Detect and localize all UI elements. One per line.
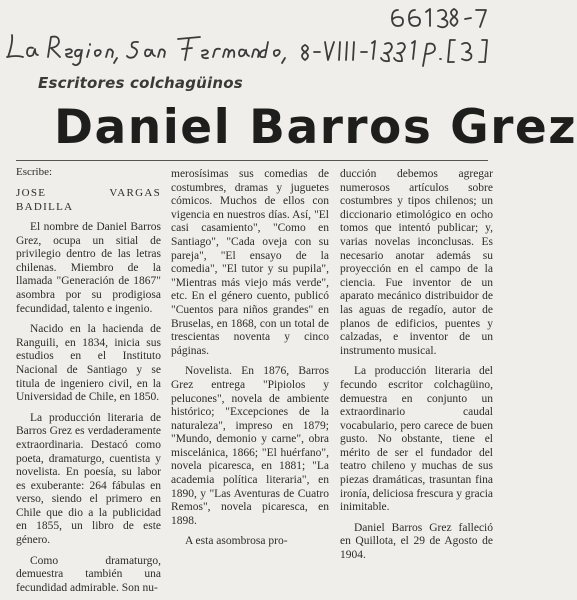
paragraph: El nombre de Daniel Barros Grez, ocupa un sitial de privilegio dentro de las letras chilenas. Miembro de la llamada "Generación de 1867" asombra por su prodigiosa fecundidad, talento e ingenio. bbox=[16, 221, 161, 315]
paragraph: Daniel Barros Grez falleció en Quillota, el 29 de Agosto de 1904. bbox=[340, 521, 493, 562]
headline-rule bbox=[16, 160, 488, 161]
paragraph: Como dramaturgo, demuestra también una fecundidad admirable. Son nu- bbox=[16, 554, 161, 594]
paragraph: ducción debemos agregar numerosos artículos sobre costumbres y tipos chilenos; un diccionario etimológico en ocho tomos que intentó publicar; y, varias novelas inconclusas. Es necesario anotar además su proyección en el campo de la ciencia. Fue inventor de un aparato mecánico distribuidor de las aguas de regadío, autor de planos de edificios, puentes y calzadas, e inventor de un instrumento musical. bbox=[340, 168, 493, 357]
byline-label: Escribe: bbox=[16, 166, 53, 178]
paragraph: La producción literaria de Barros Grez es verdaderamente extraordinaria. Destacó como poeta, dramaturgo, cuentista y novelista. En poesía, su labor es exuberante: 264 fábulas en verso, siendo el primero en Chile que dio a la publicidad en 1855, un libro de este género. bbox=[16, 411, 161, 547]
handwritten-source-note bbox=[7, 35, 415, 65]
article-column-1 bbox=[16, 166, 161, 595]
paragraph: La producción literaria del fecundo escritor colchagüino, demuestra en conjunto un extraordinario caudal vocabulario, pero carece de buen gusto. No obstante, tiene el mérito de ser el fundador del teatro chileno y muchas de sus piezas dramáticas, trasuntan fina ironía, deliciosa frescura y gracia inimitable. bbox=[340, 365, 493, 514]
byline-author: JOSE VARGAS BADILLA bbox=[16, 187, 161, 213]
section-title: Escritores colchagüinos bbox=[38, 74, 243, 92]
handwritten-page-note bbox=[423, 40, 487, 66]
paragraph: merosísimas sus comedias de costumbres, dramas y juguetes cómicos. Muchos de ellos con vigencia en nuestros días. Así, "El casi casamiento", "Como en Santiago", "Cada oveja con su pareja", "El ensayo de la comedia", "El tutor y su pupila", "Mientras más viejo más verde", etc. En el género cuento, publicó "Cuentos para niños grandes" en Bruselas, en 1868, con un total de trescientas noventa y cinco páginas. bbox=[171, 168, 329, 357]
handwritten-annotation bbox=[0, 0, 501, 80]
headline: Daniel Barros Grez bbox=[54, 100, 577, 155]
article-column-3 bbox=[340, 168, 493, 563]
article-column-2 bbox=[171, 168, 329, 549]
handwritten-catalog-number bbox=[392, 9, 486, 27]
paragraph: A esta asombrosa pro- bbox=[185, 535, 288, 548]
paragraph: Nacido en la hacienda de Ranguili, en 1834, inicia sus estudios en el Instituto Nacional de Santiago y se titula de ingeniero civil, en la Universidad de Chile, en 1850. bbox=[16, 323, 161, 404]
paragraph: Novelista. En 1876, Barros Grez entrega "Pipiolos y pelucones", novela de ambiente histórico; "Excepciones de la naturaleza", impreso en 1879; "Mundo, demonio y carne", obra miscelánica, 1866; "El huérfano", novela picaresca, en 1881; "La academia política literaria", en 1890, y "Las Aventuras de Cuatro Remos", novela picaresca, en 1898. bbox=[171, 365, 329, 527]
